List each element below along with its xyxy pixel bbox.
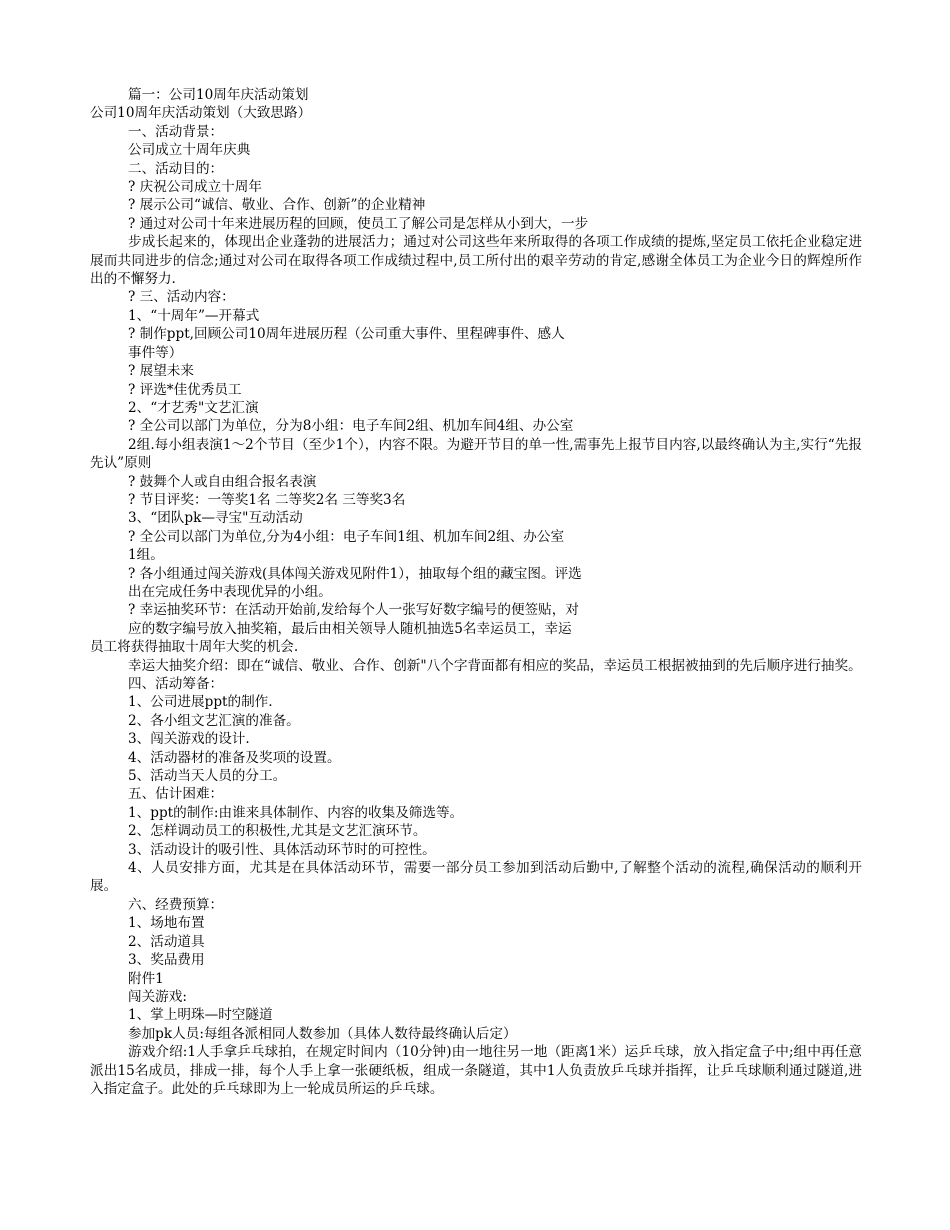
text-line: ? 全公司以部门为单位,分为4小组：电子车间1组、机加车间2组、办公室	[128, 528, 565, 545]
text-line: 3、“团队pk—寻宝"互动活动	[128, 510, 303, 527]
text-line: 闯关游戏:	[128, 988, 187, 1005]
text-line: 4、人员安排方面，尤其是在具体活动环节，需要一部分员工参加到活动后勤中,了解整个活动的流程,确保活动的顺利开展。	[90, 860, 862, 895]
text-line: 应的数字编号放入抽奖箱，最后由相关领导人随机抽选5名幸运员工，幸运	[128, 620, 572, 637]
text-line: 1、“十周年”—开幕式	[128, 307, 260, 324]
text-line: ? 制作ppt,回顾公司10周年进展历程（公司重大事件、里程碑事件、感人	[128, 326, 565, 343]
text-line: 2、各小组文艺汇演的准备。	[128, 712, 300, 729]
text-line: 5、活动当天人员的分工。	[128, 768, 287, 785]
text-line: 四、活动筹备：	[128, 676, 224, 692]
text-line: 员工将获得抽取十周年大奖的机会.	[90, 639, 299, 656]
text-line: 2组.每小组表演1～2个节目（至少1个），内容不限。为避开节目的单一性,需事先上报节目内容,以最终确认为主,实行“先报先认”原则	[90, 436, 862, 472]
text-line: ? 展示公司“诚信、敬业、合作、创新”的企业精神	[128, 197, 426, 214]
text-line: ? 幸运抽奖环节：在活动开始前,发给每个人一张写好数字编号的便签贴，对	[128, 602, 579, 619]
text-line: 游戏介绍:1人手拿乒乓球拍，在规定时间内（10分钟)由一地往另一地（距离1米）运乒乓球，放入指定盒子中;组中再任意派出15名成员，排成一排，每个人手上拿一张硬纸板，组成一条隧道，其中1人负责放乒乓球并指挥，让乒乓球顺利通过隧道,进入指定盒子。此处的乒乓球即为上一轮成员所运的乒乓球。	[90, 1044, 862, 1097]
text-line: ? 展望未来	[128, 363, 194, 380]
text-line: 3、奖品费用	[128, 952, 205, 969]
document-body	[90, 86, 862, 1098]
text-line: 2、活动道具	[128, 933, 205, 950]
text-line: 1、掌上明珠—时空隧道	[128, 1007, 273, 1024]
text-line: ? 鼓舞个人或自由组合报名表演	[128, 473, 317, 490]
text-line: 3、闯关游戏的设计.	[128, 731, 250, 748]
text-line: 一、活动背景：	[128, 123, 224, 140]
text-line: 公司10周年庆活动策划（大致思路）	[90, 105, 312, 122]
text-line: ? 三、活动内容：	[128, 289, 235, 306]
text-line: 1、场地布置	[128, 915, 205, 932]
text-line: 步成长起来的，体现出企业蓬勃的进展活力；通过对公司这些年来所取得的各项工作成绩的提炼,坚定员工依托企业稳定进展而共同进步的信念;通过对公司在取得各项工作成绩过程中,员工所付出的艰辛劳动的肯定,感谢全体员工为企业今日的辉煌所作出的不懈努力.	[90, 234, 862, 288]
text-line: 公司成立十周年庆典	[128, 142, 251, 159]
text-line: ? 庆祝公司成立十周年	[128, 179, 262, 196]
text-line: 篇一：公司10周年庆活动策划	[128, 87, 309, 103]
text-line: 1、公司进展ppt的制作.	[128, 694, 273, 711]
text-line: ? 通过对公司十年来进展历程的回顾，使员工了解公司是怎样从小到大，一步	[128, 215, 589, 232]
text-line: 幸运大抽奖介绍：即在“诚信、敬业、合作、创新"八个字背面都有相应的奖品，幸运员工根据被抽到的先后顺序进行抽奖。	[128, 657, 862, 674]
text-line: 参加pk人员:每组各派相同人数参加（具体人数待最终确认后定）	[128, 1025, 517, 1042]
text-line: 事件等）	[128, 344, 183, 361]
text-line: ? 各小组通过闯关游戏(具体闯关游戏见附件1），抽取每个组的藏宝图。评选	[128, 565, 582, 582]
text-line: 2、怎样调动员工的积极性,尤其是文艺汇演环节。	[128, 823, 427, 840]
text-line: ? 全公司以部门为单位，分为8小组：电子车间2组、机加车间4组、办公室	[128, 418, 574, 435]
text-line: 1、ppt的制作:由谁来具体制作、内容的收集及筛选等。	[128, 804, 464, 821]
text-line: 二、活动目的：	[128, 160, 224, 177]
text-line: ? 节目评奖：一等奖1名 二等奖2名 三等奖3名	[128, 491, 406, 508]
text-line: 六、经费预算：	[128, 896, 224, 913]
text-line: 附件1	[128, 970, 164, 987]
text-line: ? 评选*佳优秀员工	[128, 381, 242, 398]
text-line: 2、“才艺秀"文艺汇演	[128, 399, 259, 416]
text-line: 4、活动器材的准备及奖项的设置。	[128, 749, 341, 766]
text-line: 1组。	[128, 547, 164, 564]
text-line: 出在完成任务中表现优异的小组。	[128, 583, 332, 600]
text-line: 五、估计困难：	[128, 786, 224, 803]
text-line: 3、活动设计的吸引性、具体活动环节时的可控性。	[128, 841, 436, 858]
